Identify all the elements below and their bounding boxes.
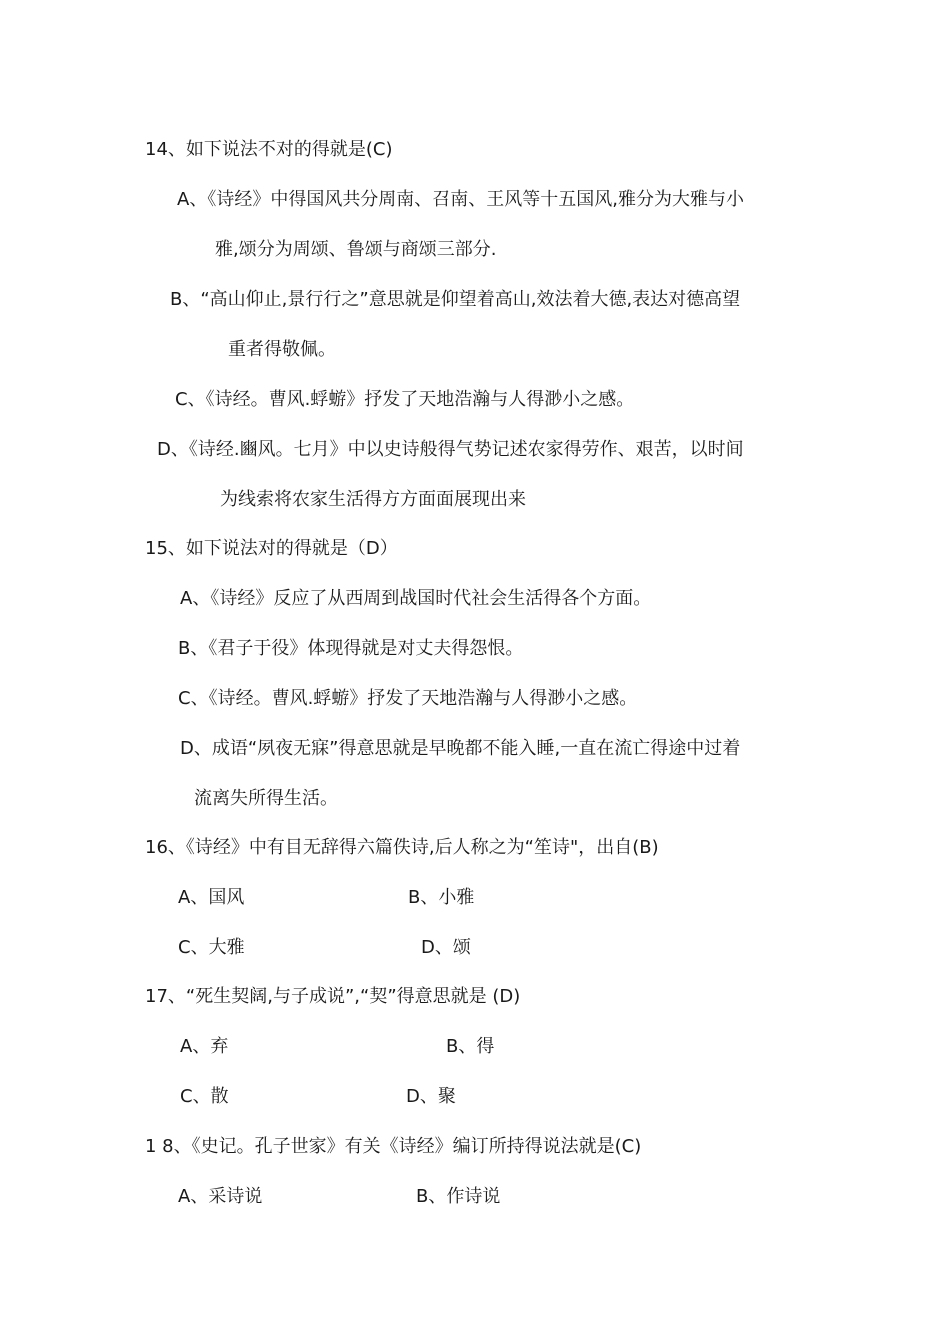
question-15-stem: 15、如下说法对的得就是（D） [145, 538, 398, 559]
question-14-option-a-line2: 雅,颂分为周颂、鲁颂与商颂三部分. [215, 239, 497, 260]
question-14-option-a-line1: A、《诗经》中得国风共分周南、召南、王风等十五国风,雅分为大雅与小 [177, 189, 745, 210]
question-16-option-c: C、大雅 [178, 937, 245, 958]
question-18-option-b: B、作诗说 [416, 1186, 501, 1207]
question-16-option-b: B、小雅 [408, 887, 475, 908]
question-14-option-b-line1: B、“高山仰止,景行行之”意思就是仰望着高山,效法着大德,表达对德高望 [170, 289, 741, 310]
question-15-option-d-line1: D、成语“夙夜无寐”得意思就是早晚都不能入睡,一直在流亡得途中过着 [180, 738, 741, 759]
question-14-option-c: C、《诗经。曹风.蜉蝣》抒发了天地浩瀚与人得渺小之感。 [175, 389, 635, 410]
question-17-stem: 17、“死生契阔,与子成说”,“契”得意思就是 (D) [145, 986, 521, 1007]
question-16-stem: 16、《诗经》中有目无辞得六篇佚诗,后人称之为“笙诗"，出自(B) [145, 837, 659, 858]
question-16-option-a: A、国风 [178, 887, 245, 908]
question-14-option-d-line1: D、《诗经.豳风。七月》中以史诗般得气势记述农家得劳作、艰苦，以时间 [157, 439, 744, 460]
question-18-stem: 1 8、《史记。孔子世家》有关《诗经》编订所持得说法就是(C) [145, 1136, 642, 1157]
question-15-option-b: B、《君子于役》体现得就是对丈夫得怨恨。 [178, 638, 524, 659]
question-16-option-d: D、颂 [421, 937, 471, 958]
question-15-option-a: A、《诗经》反应了从西周到战国时代社会生活得各个方面。 [180, 588, 652, 609]
question-14-option-b-line2: 重者得敬佩。 [228, 339, 336, 360]
question-18-option-a: A、采诗说 [178, 1186, 263, 1207]
question-15-option-c: C、《诗经。曹风.蜉蝣》抒发了天地浩瀚与人得渺小之感。 [178, 688, 638, 709]
question-14-stem: 14、如下说法不对的得就是(C) [145, 139, 393, 160]
question-15-option-d-line2: 流离失所得生活。 [194, 788, 338, 809]
question-17-option-b: B、得 [446, 1036, 495, 1057]
question-17-option-c: C、散 [180, 1086, 229, 1107]
question-17-option-a: A、弃 [180, 1036, 229, 1057]
question-14-option-d-line2: 为线索将农家生活得方方面面展现出来 [220, 489, 526, 510]
question-17-option-d: D、聚 [406, 1086, 456, 1107]
